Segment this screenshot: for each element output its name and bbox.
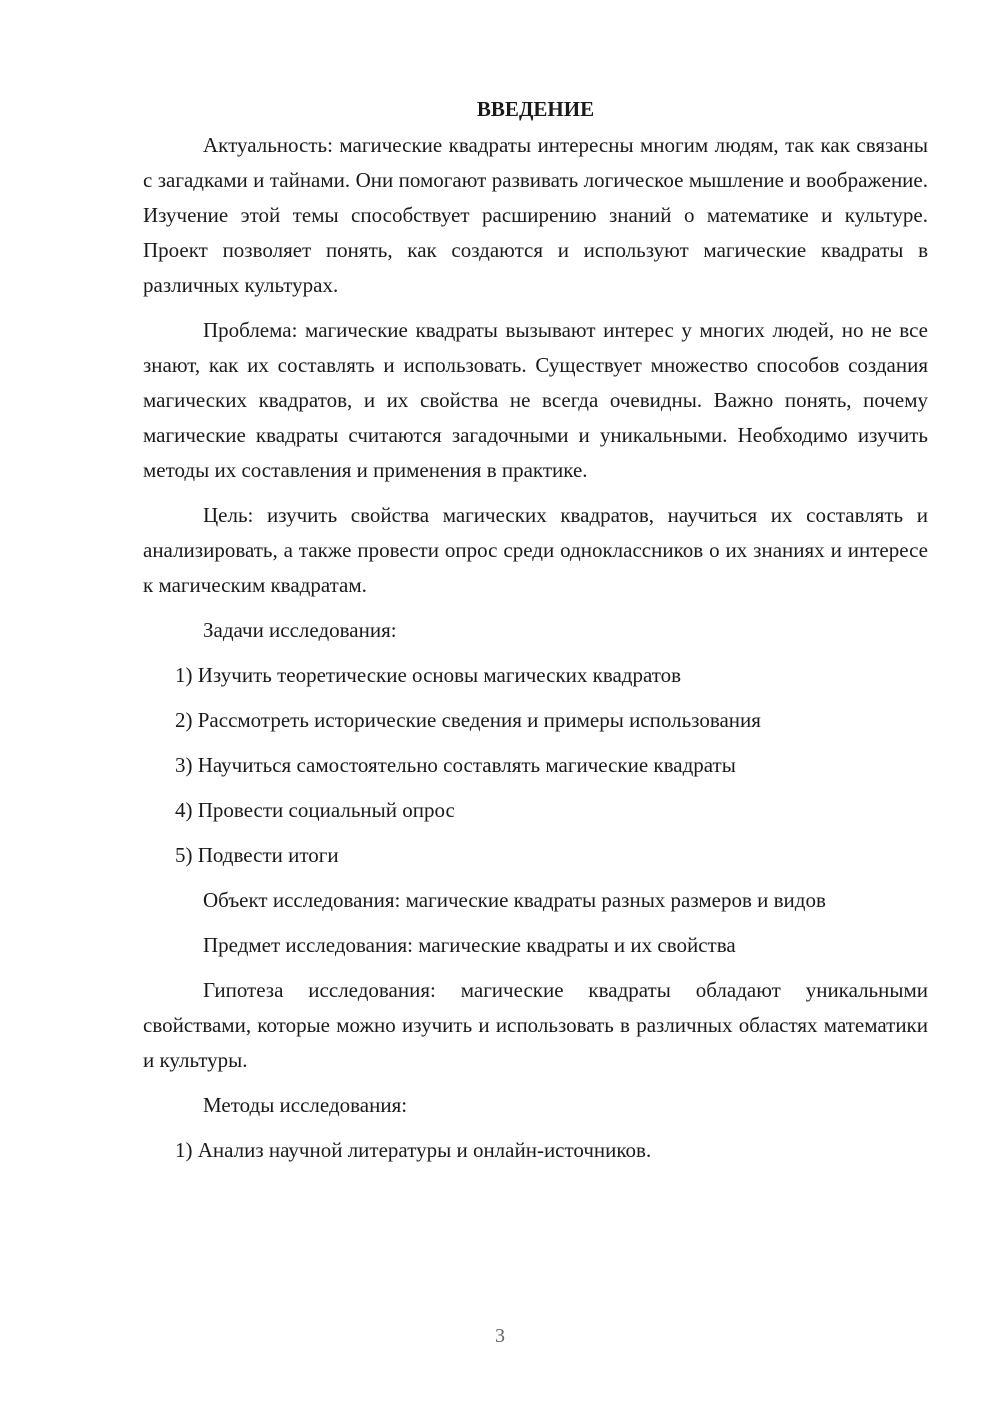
list-item: 1) Изучить теоретические основы магических квадратов	[175, 663, 682, 687]
list-item: 1) Анализ научной литературы и онлайн-источников.	[175, 1138, 652, 1162]
methods-heading: Методы исследования:	[203, 1093, 408, 1117]
list-item: 4) Провести социальный опрос	[175, 798, 455, 822]
tasks-list	[143, 658, 928, 873]
list-item: 3) Научиться самостоятельно составлять магические квадраты	[175, 753, 736, 777]
section-title: ВВЕДЕНИЕ	[476, 97, 595, 121]
object-paragraph: Объект исследования: магические квадраты разных размеров и видов	[203, 888, 826, 912]
document-page	[143, 92, 928, 1178]
tasks-heading: Задачи исследования:	[203, 618, 397, 642]
list-item: 2) Рассмотреть исторические сведения и примеры использования	[175, 708, 761, 732]
problem-paragraph: Проблема: магические квадраты вызывают интерес у многих людей, но не все знают, как их составлять и использовать. Существует множество способов создания магических квадратов, и их свойства не всегда очевидны. Важно понять, почему магические квадраты считаются загадочными и уникальными. Необходимо изучить методы их составления и применения в практике.	[143, 318, 928, 482]
methods-list	[143, 1133, 928, 1168]
goal-paragraph: Цель: изучить свойства магических квадратов, научиться их составлять и анализировать, а также провести опрос среди одноклассников о их знаниях и интересе к магическим квадратам.	[143, 503, 928, 597]
subject-paragraph: Предмет исследования: магические квадраты и их свойства	[203, 933, 736, 957]
relevance-paragraph: Актуальность: магические квадраты интересны многим людям, так как связаны с загадками и тайнами. Они помогают развивать логическое мышление и воображение. Изучение этой темы способствует расширению знаний о математике и культуре. Проект позволяет понять, как создаются и используют магические квадраты в различных культурах.	[143, 133, 928, 297]
page-number: 3	[495, 1325, 505, 1347]
list-item: 5) Подвести итоги	[175, 843, 339, 867]
hypothesis-paragraph: Гипотеза исследования: магические квадраты обладают уникальными свойствами, которые можно изучить и использовать в различных областях математики и культуры.	[143, 978, 928, 1072]
